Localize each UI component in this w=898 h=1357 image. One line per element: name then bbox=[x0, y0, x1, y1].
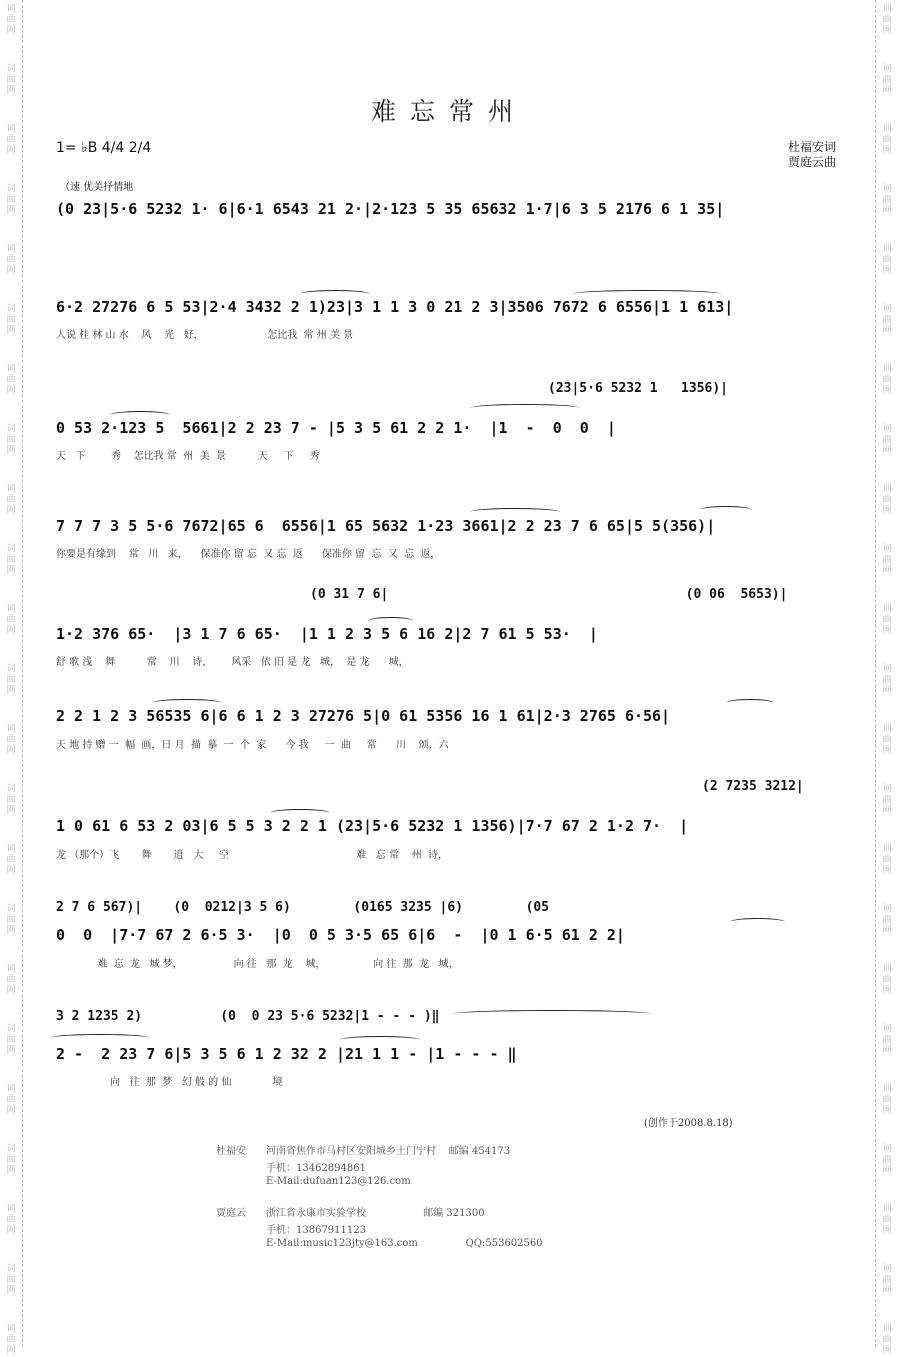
slur-mark bbox=[152, 699, 222, 707]
watermark-text: 词 曲 网 bbox=[882, 424, 892, 456]
slur-mark bbox=[572, 290, 722, 298]
lyric-line-6: 天 地 持 赠 一 幅 画，日 月 描 摹 一 个 家 今 我 一 曲 常 川 颂，六 bbox=[56, 740, 449, 751]
watermark-text: 词 曲 网 bbox=[882, 1204, 892, 1236]
notation-line-7: 1 0 61 6 53 2 03|6 5 5 3 2 2 1 (23|5·6 5232 1 1356)|7·7 67 2 1·2 7· | bbox=[56, 817, 689, 835]
notation-line-4: 7 7 7 3 5 5·6 7672|65 6 6556|1 65 5632 1·23 3661|2 2 23 7 6 65|5 5(356)| bbox=[56, 517, 716, 535]
composer: 贾庭云曲 bbox=[787, 155, 836, 169]
slur-mark bbox=[50, 1034, 150, 1042]
instrumental-line-7: (2 7235 3212| bbox=[702, 779, 804, 794]
watermark-text: 词 曲 网 bbox=[882, 124, 892, 156]
lyric-line-5: 舒 歌 浅 舞 常 川 诗， 风采 依 旧 是 龙 城， 是 龙 城， bbox=[56, 657, 409, 668]
watermark-text: 词 曲 网 bbox=[6, 484, 16, 516]
slur-mark bbox=[368, 617, 413, 625]
notation-line-9: 2 - 2 23 7 6|5 3 5 6 1 2 32 2 |21 1 1 - |1 - - - ‖ bbox=[56, 1045, 517, 1063]
watermark-text: 词 曲 网 bbox=[6, 904, 16, 936]
watermark-text: 词 曲 网 bbox=[6, 184, 16, 216]
notation-line-8: 0 0 |7·7 67 2 6·5 3· |0 0 5 3·5 65 6|6 - |0 1 6·5 61 2 2| bbox=[56, 926, 625, 944]
slur-mark bbox=[726, 699, 774, 707]
lyric-line-9: 向 往 那 梦 幻 般 的 仙 境 bbox=[56, 1077, 283, 1088]
watermark-text: 词 曲 网 bbox=[882, 184, 892, 216]
watermark-text: 词 曲 网 bbox=[882, 4, 892, 36]
watermark-text: 词 曲 网 bbox=[6, 1204, 16, 1236]
slur-mark bbox=[340, 1036, 420, 1044]
watermark-text: 词 曲 网 bbox=[6, 424, 16, 456]
watermark-text: 词 曲 网 bbox=[6, 964, 16, 996]
contact-email-1: E-Mail:dufuan123@126.com bbox=[266, 1176, 411, 1187]
instrumental-line-8: 2 7 6 567)| (0 0212|3 5 6) (0165 3235 |6) (05 bbox=[56, 900, 550, 915]
watermark-text: 词 曲 网 bbox=[6, 4, 16, 36]
watermark-text: 词 曲 网 bbox=[882, 664, 892, 696]
watermark-text: 词 曲 网 bbox=[6, 544, 16, 576]
watermark-text: 词 曲 网 bbox=[6, 1024, 16, 1056]
watermark-text: 词 曲 网 bbox=[882, 64, 892, 96]
watermark-text: 词 曲 网 bbox=[6, 724, 16, 756]
contact-phone-1: 手机：13462894861 bbox=[266, 1163, 366, 1174]
watermark-text: 词 曲 网 bbox=[6, 664, 16, 696]
slur-mark bbox=[470, 404, 580, 412]
watermark-text: 词 曲 网 bbox=[882, 304, 892, 336]
slur-mark bbox=[470, 508, 560, 516]
contact-name-1: 杜福安 bbox=[216, 1146, 246, 1157]
creation-date: (创作于2008.8.18) bbox=[644, 1118, 733, 1129]
lyric-line-7: 龙 （那个）飞 舞 逍 大 空 难 忘 常 州 诗， bbox=[56, 850, 449, 861]
watermark-text: 词 曲 网 bbox=[6, 64, 16, 96]
watermark-text: 词 曲 网 bbox=[882, 544, 892, 576]
contact-address-2: 浙江省永康市实验学校 邮编 321300 bbox=[266, 1208, 485, 1219]
instrumental-line-9: 3 2 1235 2) (0 0 23 5·6 5232|1 - - - )‖ bbox=[56, 1009, 440, 1024]
notation-line-1: (0 23|5·6 5232 1· 6|6·1 6543 21 2·|2·123 5 35 65632 1·7|6 3 5 2176 6 1 35| bbox=[56, 200, 725, 218]
slur-mark bbox=[452, 1010, 652, 1018]
watermark-text: 词 曲 网 bbox=[882, 1024, 892, 1056]
notation-line-2: 6·2 27276 6 5 53|2·4 3432 2 1)23|3 1 1 3 0 21 2 3|3506 7672 6 6556|1 1 613| bbox=[56, 298, 734, 316]
slur-mark bbox=[300, 290, 370, 298]
contact-email-2: E-Mail:music123jty@163.com QQ:553602560 bbox=[266, 1238, 543, 1249]
watermark-text: 词 曲 网 bbox=[882, 784, 892, 816]
watermark-text: 词 曲 网 bbox=[882, 244, 892, 276]
watermark-text: 词 曲 网 bbox=[882, 484, 892, 516]
watermark-text: 词 曲 网 bbox=[882, 1264, 892, 1296]
lyric-line-2: 人说 桂 林 山 水 风 光 好， 怎比我 常 州 美 景 bbox=[56, 330, 354, 341]
watermark-text: 词 曲 网 bbox=[6, 1264, 16, 1296]
contact-name-2: 贾庭云 bbox=[216, 1208, 246, 1219]
watermark-text: 词 曲 网 bbox=[6, 244, 16, 276]
slur-mark bbox=[270, 809, 330, 817]
watermark-text: 词 曲 网 bbox=[882, 844, 892, 876]
watermark-text: 词 曲 网 bbox=[882, 724, 892, 756]
watermark-text: 词 曲 网 bbox=[882, 904, 892, 936]
watermark-text: 词 曲 网 bbox=[6, 124, 16, 156]
watermark-text: 词 曲 网 bbox=[882, 1084, 892, 1116]
notation-line-5: 1·2 376 65· |3 1 7 6 65· |1 1 2 3 5 6 16 2|2 7 61 5 53· | bbox=[56, 625, 598, 643]
slur-mark bbox=[700, 506, 752, 514]
lyric-line-8: 难 忘 龙 城 梦， 向 往 那 龙 城， 向 往 那 龙 城， bbox=[56, 959, 459, 970]
watermark-text: 词 曲 网 bbox=[6, 1324, 16, 1356]
slur-mark bbox=[110, 411, 170, 419]
watermark-text: 词 曲 网 bbox=[6, 364, 16, 396]
notation-line-3: 0 53 2·123 5 5661|2 2 23 7 - |5 3 5 61 2 2 1· |1 - 0 0 | bbox=[56, 419, 616, 437]
song-title: 难忘常州 bbox=[370, 97, 527, 126]
watermark-text: 词 曲 网 bbox=[6, 1144, 16, 1176]
watermark-text: 词 曲 网 bbox=[882, 1144, 892, 1176]
lyricist: 杜福安词 bbox=[787, 140, 836, 154]
watermark-text: 词 曲 网 bbox=[6, 304, 16, 336]
contact-phone-2: 手机：13867911123 bbox=[266, 1225, 366, 1236]
instrumental-line-5: (0 31 7 6| (0 06 5653)| bbox=[310, 587, 788, 602]
watermark-text: 词 曲 网 bbox=[882, 964, 892, 996]
watermark-text: 词 曲 网 bbox=[882, 364, 892, 396]
instrumental-line-3: (23|5·6 5232 1 1356)| bbox=[548, 381, 729, 396]
watermark-text: 词 曲 网 bbox=[6, 784, 16, 816]
lyric-line-3: 天 下 秀 怎比我 常 州 美 景 天 下 秀 bbox=[56, 451, 320, 462]
notation-line-6: 2 2 1 2 3 56535 6|6 6 1 2 3 27276 5|0 61 5356 16 1 61|2·3 2765 6·56| bbox=[56, 707, 671, 725]
watermark-text: 词 曲 网 bbox=[6, 1084, 16, 1116]
credits bbox=[788, 140, 836, 170]
slur-mark bbox=[730, 918, 785, 926]
watermark-text: 词 曲 网 bbox=[6, 844, 16, 876]
contact-address-1: 河南省焦作市马村区安阳城乡土门宁村 邮编 454173 bbox=[266, 1146, 511, 1157]
key-signature: 1= ♭B 4/4 2/4 bbox=[56, 140, 152, 156]
lyric-line-4: 你要是有缘到 常 川 来， 保准你 留 忘 又 忘 返 保准你 留 忘 又 忘 返， bbox=[56, 549, 441, 560]
watermark-text: 词 曲 网 bbox=[882, 1324, 892, 1356]
watermark-text: 词 曲 网 bbox=[6, 604, 16, 636]
tempo-marking: （速 优美抒情地 bbox=[60, 182, 134, 193]
watermark-text: 词 曲 网 bbox=[882, 604, 892, 636]
